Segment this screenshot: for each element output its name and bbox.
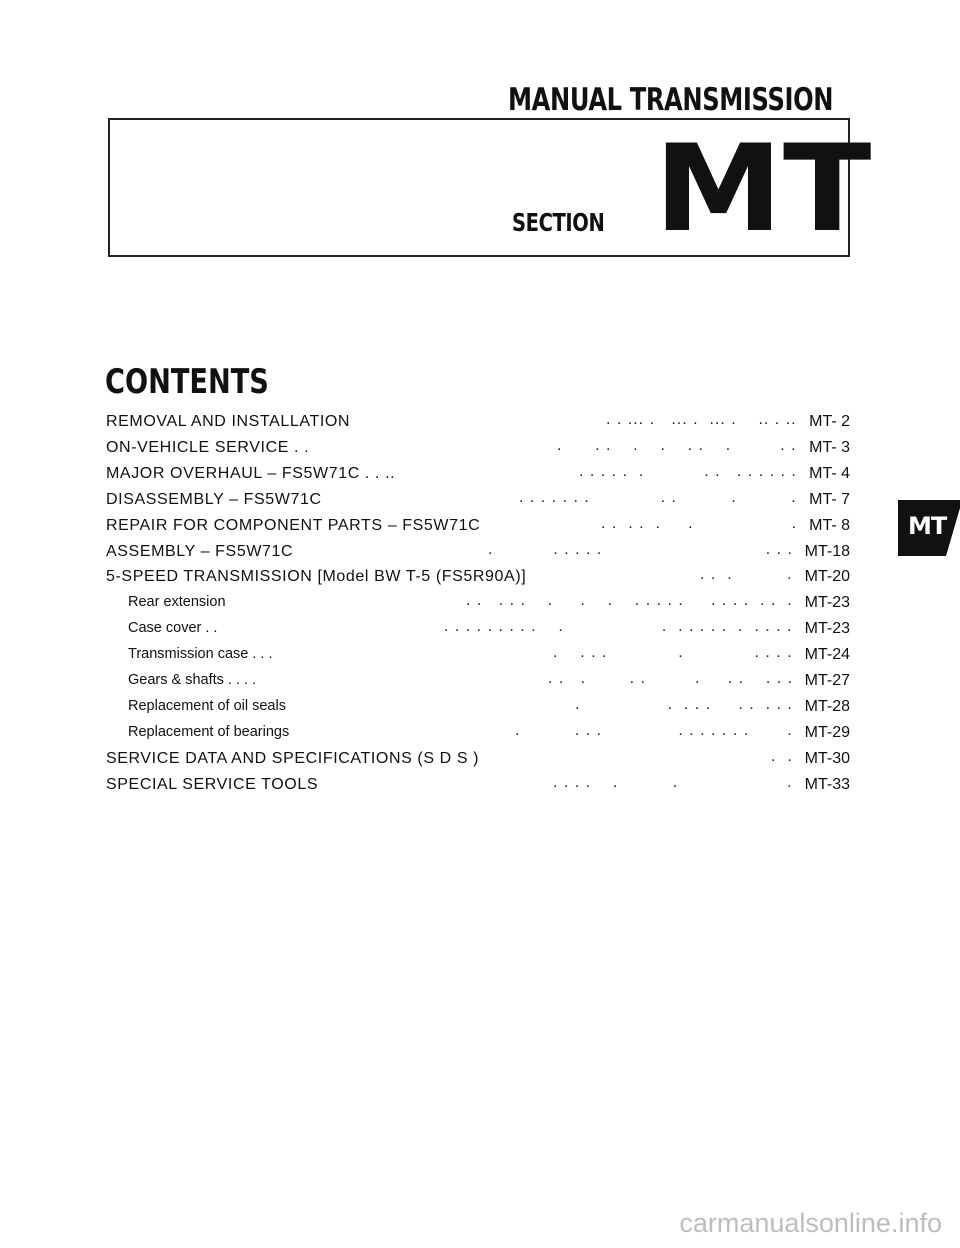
toc-entry-label: Rear extension xyxy=(128,594,226,611)
toc-leader-dots: . . . . . . . . . xyxy=(553,644,793,662)
section-tab-label: MT xyxy=(908,512,947,540)
toc-entry[interactable] xyxy=(0,413,960,437)
section-label: SECTION xyxy=(512,208,605,237)
toc-leader-dots: . . xyxy=(771,747,793,765)
section-code: MT xyxy=(654,120,872,259)
toc-page-number: MT- 7 xyxy=(809,490,850,508)
toc-page-number: MT-24 xyxy=(804,646,850,664)
toc-leader-dots: . . . . . . . . . . . xyxy=(548,670,794,687)
section-tab[interactable] xyxy=(898,500,960,556)
toc-leader-dots: . . . . . . . . . xyxy=(488,540,793,558)
toc-page-number: MT-20 xyxy=(804,568,850,586)
toc-page-number: MT-29 xyxy=(804,723,850,741)
toc-entry-label: REPAIR FOR COMPONENT PARTS – FS5W71C xyxy=(106,516,481,534)
toc-page-number: MT-33 xyxy=(804,775,850,793)
toc-entry[interactable] xyxy=(0,672,960,696)
toc-entry-label: Gears & shafts . . . . xyxy=(128,672,257,688)
toc-leader-dots: . . . . . . . xyxy=(601,514,798,532)
toc-leader-dots: . . . . . . . . . . xyxy=(575,695,793,713)
toc-entry[interactable] xyxy=(0,594,960,618)
toc-leader-dots: . . . . . . . xyxy=(553,773,793,791)
toc-entry-label: MAJOR OVERHAUL – FS5W71C . . .. xyxy=(106,464,396,482)
toc-leader-dots: . . . . . . . . . . . . . . . . . . . . . xyxy=(444,618,793,636)
toc-entry-label: Replacement of oil seals xyxy=(128,697,286,714)
toc-entry[interactable] xyxy=(0,773,960,800)
toc-entry-label: ON-VEHICLE SERVICE . . xyxy=(106,438,310,456)
toc-leader-dots: . . . . . . . . . . . . xyxy=(515,721,793,739)
toc-entry[interactable] xyxy=(0,568,960,592)
toc-entry[interactable] xyxy=(0,540,960,567)
toc-leader-dots: . . ... . ... . ... . .. . .. xyxy=(606,411,797,428)
toc-page-number: MT- 3 xyxy=(809,438,850,456)
toc-entry-label: ASSEMBLY – FS5W71C xyxy=(106,542,294,560)
toc-entry[interactable] xyxy=(0,514,960,541)
toc-entry[interactable] xyxy=(0,488,960,515)
toc-entry-label: Replacement of bearings xyxy=(128,723,290,740)
toc-entry-label: Transmission case . . . xyxy=(128,646,273,663)
toc-page-number: MT- 8 xyxy=(809,516,850,534)
toc-leader-dots: . . . . . . . . . . . . . . xyxy=(579,462,797,480)
toc-page-number: MT-30 xyxy=(804,749,850,767)
toc-entry-label: REMOVAL AND INSTALLATION xyxy=(106,413,351,430)
section-banner xyxy=(108,118,872,259)
toc-page-number: MT-27 xyxy=(804,672,850,689)
toc-leader-dots: . . . . . . . . . . xyxy=(557,436,797,454)
toc-page-number: MT-23 xyxy=(804,620,850,638)
toc-entry[interactable] xyxy=(0,646,960,670)
toc-entry[interactable] xyxy=(0,695,960,722)
toc-leader-dots: . . . . . . . . . . . . . . . . . . . . xyxy=(466,592,793,610)
toc-leader-dots: . . . . xyxy=(700,566,793,584)
toc-entry-label: SPECIAL SERVICE TOOLS xyxy=(106,775,319,793)
toc-page-number: MT-28 xyxy=(804,697,850,715)
watermark: carmanualsonline.info xyxy=(679,1208,942,1238)
toc-entry-label: 5-SPEED TRANSMISSION [Model BW T-5 (FS5R90A)] xyxy=(106,568,527,586)
toc-page-number: MT- 4 xyxy=(809,464,850,482)
toc-leader-dots: . . . . . . . . . . . xyxy=(519,488,797,506)
section-title: MANUAL TRANSMISSION xyxy=(508,82,834,118)
contents-heading: CONTENTS xyxy=(105,362,269,402)
toc-page-number: MT- 2 xyxy=(809,413,850,430)
toc-page-number: MT-23 xyxy=(804,594,850,612)
toc-entry[interactable] xyxy=(0,747,960,774)
toc-entry[interactable] xyxy=(0,462,960,489)
toc-page-number: MT-18 xyxy=(804,542,850,560)
toc-entry-label: Case cover . . xyxy=(128,620,218,637)
toc-entry[interactable] xyxy=(0,620,960,644)
toc-entry[interactable] xyxy=(0,721,960,748)
toc-entry-label: DISASSEMBLY – FS5W71C xyxy=(106,490,322,508)
toc-entry[interactable] xyxy=(0,436,960,463)
toc-entry-label: SERVICE DATA AND SPECIFICATIONS (S D S ) xyxy=(106,749,480,767)
